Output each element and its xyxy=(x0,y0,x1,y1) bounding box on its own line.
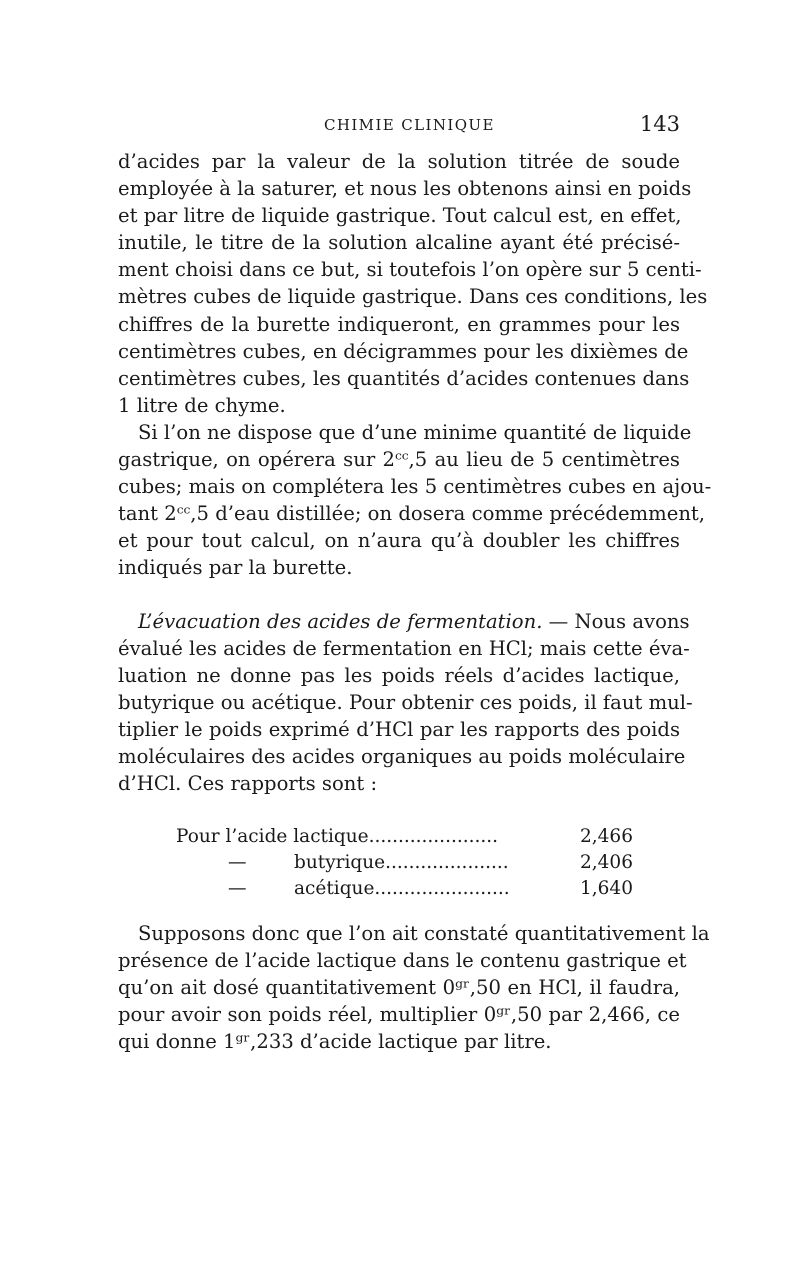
text-line: mètres cubes de liquide gastrique. Dans ces conditions, les xyxy=(118,285,708,309)
ratio-dash: — xyxy=(228,852,247,873)
text-line: qui donne 1ᵍʳ,233 d’acide lactique par litre. xyxy=(118,1030,552,1054)
text-line: cubes; mais on complétera les 5 centimètres cubes en ajou- xyxy=(118,475,712,499)
text-line: qu’on ait dosé quantitativement 0ᵍʳ,50 en HCl, il faudra, xyxy=(118,976,680,1000)
ratio-dash: — xyxy=(228,878,247,899)
text-line: centimètres cubes, les quantités d’acides contenues dans xyxy=(118,366,690,390)
text-line: chiffres de la burette indiqueront, en grammes pour les xyxy=(118,312,680,336)
ratio-label: acétique....................... xyxy=(294,878,510,899)
text-line: et par litre de liquide gastrique. Tout calcul est, en effet, xyxy=(118,204,682,228)
ratio-value: 2,406 xyxy=(580,852,633,873)
text-line: gastrique, on opérera sur 2ᶜᶜ,5 au lieu de 5 centimètres xyxy=(118,448,680,472)
ratio-value: 2,466 xyxy=(580,826,633,847)
section-heading-suffix: — Nous avons xyxy=(542,609,690,633)
text-line: luation ne donne pas les poids réels d’acides lactique, xyxy=(118,663,680,687)
ratio-table xyxy=(118,826,680,904)
ratio-row xyxy=(118,852,680,878)
running-head xyxy=(118,114,680,140)
body-text xyxy=(118,148,712,797)
text-line: employée à la saturer, et nous les obtenons ainsi en poids xyxy=(118,177,692,201)
section-heading-line xyxy=(118,608,690,635)
text-line: moléculaires des acides organiques au poids moléculaire xyxy=(118,744,686,768)
text-line: Supposons donc que l’on ait constaté quantitativement la xyxy=(138,922,710,945)
section-heading: L’évacuation des acides de fermentation. xyxy=(138,609,543,633)
ratio-label: butyrique..................... xyxy=(294,852,509,873)
text-line: d’acides par la valeur de la solution titrée de soude xyxy=(118,150,680,173)
text-line: pour avoir son poids réel, multiplier 0ᵍʳ,50 par 2,466, ce xyxy=(118,1003,680,1027)
text-line: inutile, le titre de la solution alcaline ayant été précisé- xyxy=(118,231,680,255)
text-line: d’HCl. Ces rapports sont : xyxy=(118,772,378,796)
text-line: indiqués par la burette. xyxy=(118,556,353,580)
ratio-value: 1,640 xyxy=(580,878,633,899)
running-title: CHIMIE CLINIQUE xyxy=(324,116,495,134)
ratio-label: Pour l’acide lactique...................... xyxy=(176,826,498,847)
page-number: 143 xyxy=(639,112,680,136)
text-line: butyrique ou acétique. Pour obtenir ces poids, il faut mul- xyxy=(118,690,693,714)
ratio-row xyxy=(118,826,680,852)
text-line: 1 litre de chyme. xyxy=(118,393,286,417)
text-line: et pour tout calcul, on n’aura qu’à doubler les chiffres xyxy=(118,529,680,553)
body-text-2 xyxy=(118,920,710,1055)
text-line: tant 2ᶜᶜ,5 d’eau distillée; on dosera comme précédemment, xyxy=(118,502,706,526)
text-line: évalué les acides de fermentation en HCl; mais cette éva- xyxy=(118,636,690,660)
text-line: ment choisi dans ce but, si toutefois l’on opère sur 5 centi- xyxy=(118,258,702,282)
text-line: présence de l’acide lactique dans le contenu gastrique et xyxy=(118,949,687,973)
paragraph-gap xyxy=(118,582,680,608)
text-line: Si l’on ne dispose que d’une minime quantité de liquide xyxy=(138,420,692,444)
text-line: tiplier le poids exprimé d’HCl par les rapports des poids xyxy=(118,717,680,741)
ratio-row xyxy=(118,878,680,904)
text-line: centimètres cubes, en décigrammes pour les dixièmes de xyxy=(118,339,689,363)
